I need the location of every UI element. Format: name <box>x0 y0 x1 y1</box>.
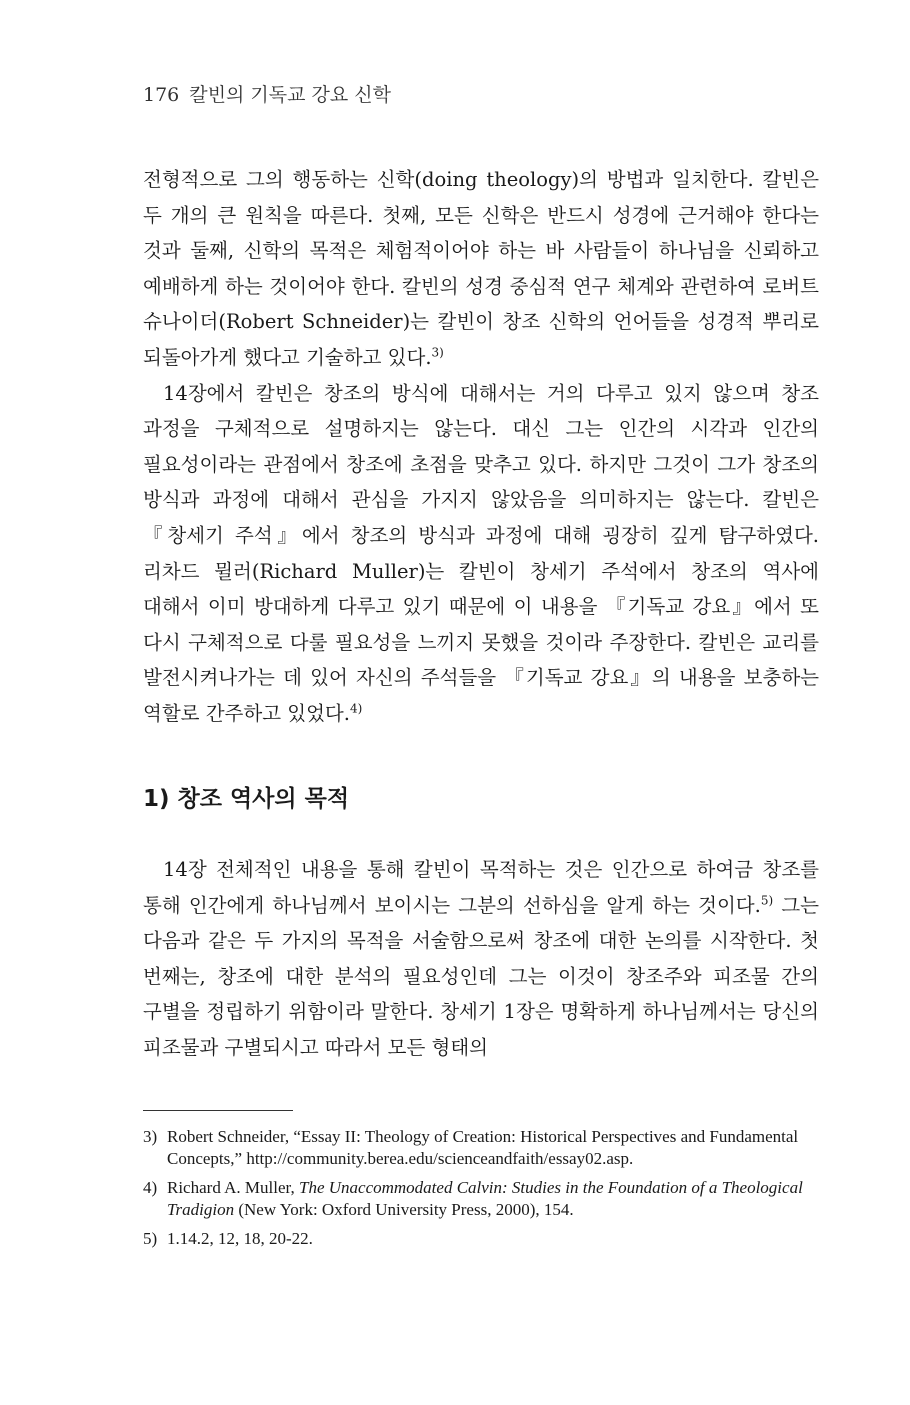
footnote-ref-4[interactable]: 4) <box>349 701 363 716</box>
footnote-divider <box>143 1110 293 1111</box>
paragraph-text: 전형적으로 그의 행동하는 신학(doing theology)의 방법과 일치한다. 칼빈은 두 개의 큰 원칙을 따른다. 첫째, 모든 신학은 반드시 성경에 근거해야 한다는 것과 둘째, 신학의 목적은 체험적이어야 하는 바 사람들이 하나님을 신뢰하고 예배하게 하는 것이어야 한다. 칼빈의 성경 중심적 연구 체계와 관련하여 로버트 슈나이더(Robert Schneider)는 칼빈이 창조 신학의 언어들을 성경적 뿌리로 되돌아가게 했다고 기술하고 있다. <box>143 168 819 369</box>
footnote-5 <box>143 1228 823 1250</box>
paragraph-text: 그는 다음과 같은 두 가지의 목적을 서술함으로써 창조에 대한 논의를 시작한다. 첫 번째는, 창조에 대한 분석의 필요성인데 그는 이것이 창조주와 피조물 간의 구별을 정립하기 위함이라 말한다. 창세기 1장은 명확하게 하나님께서는 당신의 피조물과 구별되시고 따라서 모든 형태의 <box>143 893 819 1059</box>
paragraph-text: 14장 전체적인 내용을 통해 칼빈이 목적하는 것은 인간으로 하여금 창조를 통해 인간에게 하나님께서 보이시는 그분의 선하심을 알게 하는 것이다. <box>143 858 819 917</box>
body-text-section <box>143 852 819 1066</box>
section-heading: 1) 창조 역사의 목적 <box>143 786 350 812</box>
footnote-label: 3) <box>143 1127 158 1146</box>
page-number: 176 <box>143 84 180 106</box>
footnotes <box>143 1126 823 1257</box>
footnote-4 <box>143 1177 823 1221</box>
running-header <box>143 80 391 107</box>
body-text-top <box>143 162 819 732</box>
footnote-text: 1.14.2, 12, 18, 20-22. <box>167 1229 313 1248</box>
running-title: 칼빈의 기독교 강요 신학 <box>189 84 391 106</box>
footnote-label: 5) <box>143 1229 158 1248</box>
paragraph-3 <box>143 852 819 1066</box>
paragraph-text: 14장에서 칼빈은 창조의 방식에 대해서는 거의 다루고 있지 않으며 창조 과정을 구체적으로 설명하지는 않는다. 대신 그는 인간의 시각과 인간의 필요성이라는 관점에서 창조에 초점을 맞추고 있다. 하지만 그것이 그가 창조의 방식과 과정에 대해서 관심을 가지지 않았음을 의미하지는 않는다. 칼빈은 『창세기 주석』에서 창조의 방식과 과정에 대해 굉장히 깊게 탐구하였다. 리차드 뮐러(Richard Muller)는 칼빈이 창세기 주석에서 창조의 역사에 대해서 이미 방대하게 다루고 있기 때문에 이 내용을 『기독교 강요』에서 또 다시 구체적으로 다룰 필요성을 느끼지 못했을 것이라 주장한다. 칼빈은 교리를 발전시켜나가는 데 있어 자신의 주석들을 『기독교 강요』의 내용을 보충하는 역할로 간주하고 있었다. <box>143 381 819 725</box>
footnote-ref-3[interactable]: 3) <box>431 345 444 360</box>
paragraph-2 <box>143 376 819 732</box>
footnote-label: 4) <box>143 1178 158 1197</box>
paragraph-1 <box>143 162 819 376</box>
book-title: The Unaccommodated Calvin: Studies in the Foundation of a Theological Tradigion <box>167 1178 803 1219</box>
footnote-3 <box>143 1126 823 1170</box>
footnote-ref-5[interactable]: 5) <box>760 893 774 908</box>
footnote-text: Richard A. Muller, The Unaccommodated Calvin: Studies in the Foundation of a Theological Tradigion (New York: Oxford University Press, 2000), 154. <box>167 1178 803 1219</box>
footnote-text: Robert Schneider, “Essay II: Theology of Creation: Historical Perspectives and Fundamental Concepts,” http://community.berea.edu/scienceandfaith/essay02.asp. <box>167 1127 799 1168</box>
